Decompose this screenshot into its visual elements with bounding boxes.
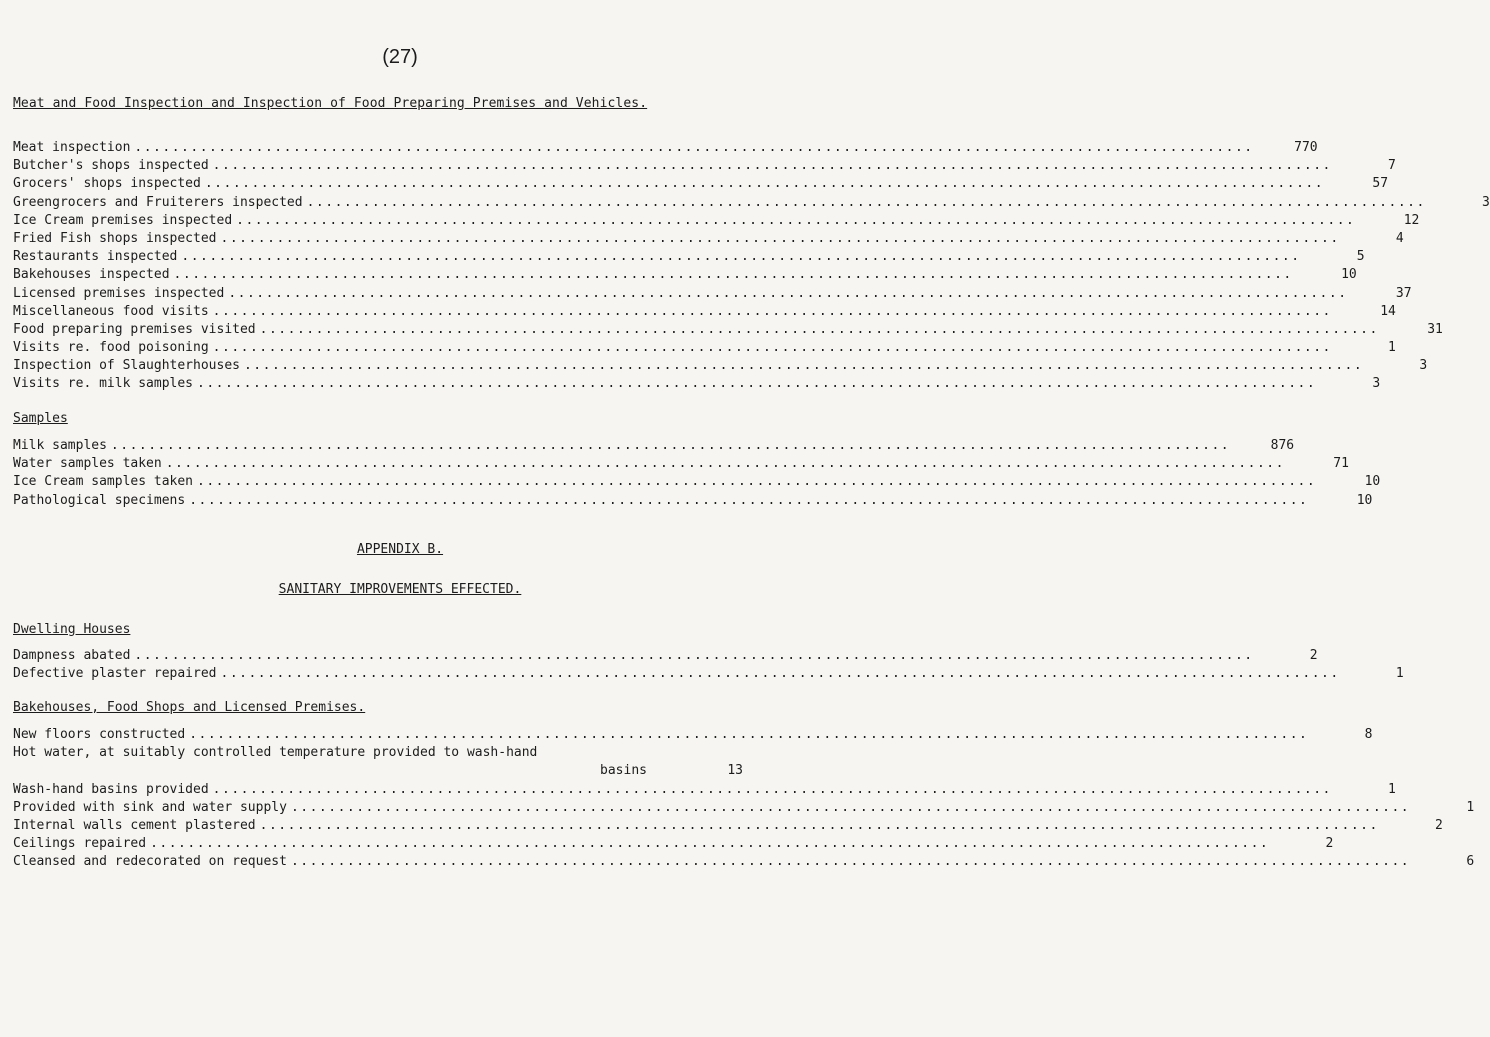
item-value: 71 [1333,456,1349,472]
leader-dots: ........................................................................................................................ [134,648,1254,663]
leader-dots: ........................................................................................................................ [228,285,1348,301]
appendix-subtitle: SANITARY IMPROVEMENTS EFFECTED. [278,582,522,597]
item-label: Greengrocers and Fruiterers inspected [13,194,303,210]
item-label: Ice Cream premises inspected [13,212,233,228]
item-value: 3 [1372,376,1381,392]
item-label: Wash-hand basins provided [13,781,209,797]
item-value: 31 [1427,321,1443,337]
list-item [13,357,1428,375]
item-value: 8 [1364,727,1373,742]
leader-dots: ........................................................................................................................ [259,817,1379,833]
item-label: Provided with sink and water supply [13,799,287,815]
item-value: 37 [1395,285,1412,301]
item-value: 13 [727,763,743,779]
item-label: Restaurants inspected [13,249,178,265]
item-label: Pathological specimens [13,492,186,508]
item-value: 770 [1294,140,1318,155]
leader-dots: ........................................................................................................................ [197,474,1317,490]
item-label: Ceilings repaired [13,836,147,852]
item-label: Miscellaneous food visits [13,303,209,319]
list-item [13,492,1373,510]
item-label: Cleansed and redecorated on request [13,854,287,870]
item-label-continued: basins [600,763,647,779]
item-label: Food preparing premises visited [13,321,256,337]
item-value: 57 [1372,176,1389,192]
item-value: 876 [1270,438,1295,453]
item-label: Milk samples [13,438,107,453]
list-item [13,175,1389,193]
leader-dots: ........................................................................................................................ [212,781,1332,797]
item-value: 10 [1356,492,1373,508]
leader-dots: ........................................................................................................................ [236,212,1356,228]
inspection-list [13,139,1490,394]
leader-dots: ........................................................................................................................ [197,376,1317,392]
list-item [13,321,1443,339]
list-item [13,744,743,762]
item-value: 4 [1395,230,1404,246]
section-heading: Meat and Food Inspection and Inspection of Food Preparing Premises and Vehicles. [13,96,648,111]
dwelling-list [13,647,1404,683]
leader-dots: ........................................................................................................................ [212,340,1332,356]
item-label: Visits re. milk samples [13,376,194,392]
list-item [13,817,1443,835]
item-label: Visits re. food poisoning [13,340,209,356]
item-value: 2 [1435,817,1443,833]
leader-dots: ........................................................................................................................ [173,267,1293,283]
item-label: Meat inspection [13,140,131,155]
item-label: Water samples taken [13,456,162,472]
leader-dots: ........................................................................................................................ [212,303,1332,319]
list-item-continuation [13,762,743,780]
list-item [13,157,1396,175]
list-item [13,139,1318,157]
list-item [13,248,1365,266]
list-item [13,455,1349,473]
item-value: 10 [1341,267,1357,283]
list-item [13,799,1475,817]
item-label: Licensed premises inspected [13,285,225,301]
item-value: 10 [1364,474,1381,490]
item-label: Grocers' shops inspected [13,176,201,192]
item-value: 3 [1481,194,1490,210]
bakehouses-title: Bakehouses, Food Shops and Licensed Premises. [13,700,366,715]
item-value: 14 [1380,303,1396,319]
list-item [13,266,1357,284]
item-value: 3 [1419,358,1428,374]
item-value: 1 [1395,666,1404,682]
dwelling-title: Dwelling Houses [13,622,131,637]
leader-dots: ........................................................................................................................ [220,666,1340,682]
list-item [13,647,1318,665]
leader-dots: ........................................................................................................................ [165,456,1285,472]
item-value: 6 [1466,854,1475,870]
list-item [13,212,1420,230]
leader-dots: ........................................................................................................................ [204,176,1325,192]
list-item [13,835,1334,853]
leader-dots: ........................................................................................................................ [212,158,1332,174]
item-value: 1 [1388,781,1396,797]
item-label: Butcher's shops inspected [13,158,209,174]
leader-dots: ........................................................................................................................ [243,358,1364,374]
list-item [13,665,1404,683]
item-label: Fried Fish shops inspected [13,230,217,246]
appendix-title: APPENDIX B. [356,542,444,557]
item-label: Inspection of Slaughterhouses [13,358,240,374]
item-label: New floors constructed [13,727,186,742]
list-item [13,473,1381,491]
leader-dots: ........................................................................................................................ [306,194,1426,210]
list-item [13,375,1381,393]
leader-dots: ........................................................................................................................ [220,230,1340,246]
list-item [13,285,1412,303]
item-label: Defective plaster repaired [13,666,217,682]
item-value: 1 [1388,340,1396,356]
list-item [13,781,1396,799]
item-label: Dampness abated [13,648,131,663]
item-value: 7 [1388,158,1396,174]
item-label: Internal walls cement plastered [13,817,256,833]
page-number: (27) [382,46,418,68]
bakehouses-list [13,726,1475,872]
leader-dots: ........................................................................................................................ [189,727,1309,742]
item-value: 12 [1403,212,1420,228]
leader-dots: ........................................................................................................................ [181,249,1301,265]
item-label: Bakehouses inspected [13,267,170,283]
item-value: 2 [1325,836,1334,852]
leader-dots: ........................................................................................................................ [290,854,1411,870]
list-item [13,303,1396,321]
list-item [13,437,1295,455]
item-value: 5 [1356,249,1365,265]
list-item [13,726,1373,744]
item-value: 1 [1466,799,1475,815]
leader-dots: ........................................................................................................................ [150,836,1270,852]
leader-dots: ........................................................................................................................ [290,799,1411,815]
list-item [13,194,1490,212]
list-item [13,853,1475,871]
list-item [13,339,1396,357]
list-item [13,230,1404,248]
leader-dots: ........................................................................................................................ [110,438,1231,453]
item-label: Hot water, at suitably controlled temperature provided to wash-hand [13,745,538,761]
samples-title: Samples [13,411,68,426]
samples-list [13,437,1381,510]
leader-dots: ........................................................................................................................ [134,140,1254,155]
leader-dots: ........................................................................................................................ [259,321,1379,337]
item-value: 2 [1309,648,1318,663]
leader-dots: ........................................................................................................................ [189,492,1309,508]
item-label: Ice Cream samples taken [13,474,194,490]
